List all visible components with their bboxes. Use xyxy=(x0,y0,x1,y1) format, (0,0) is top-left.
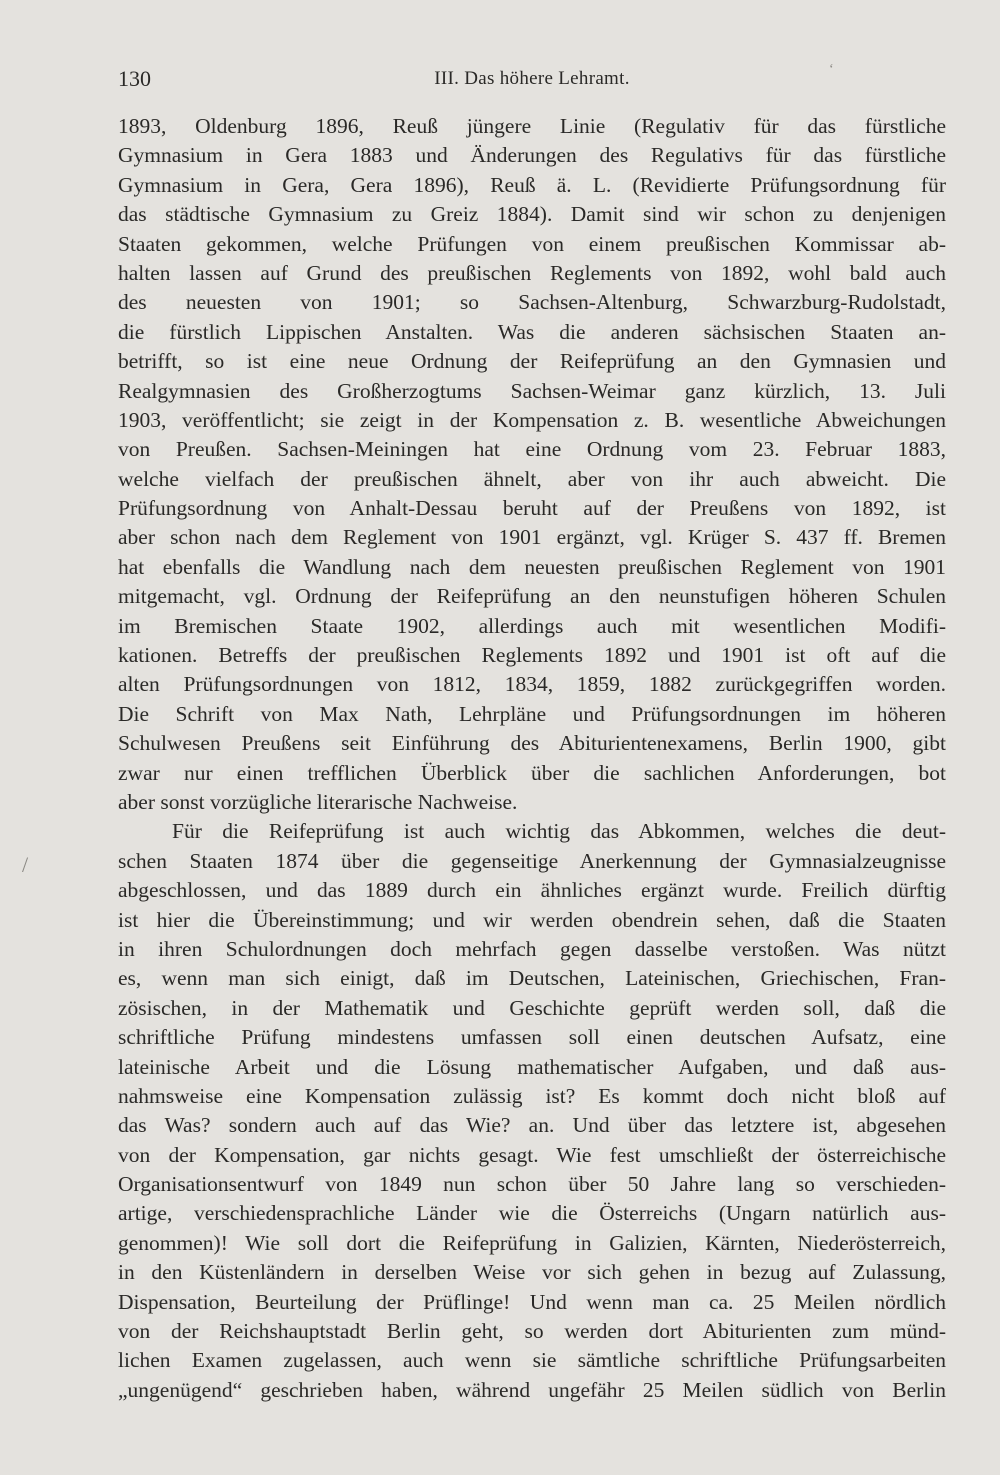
text-line-24: aber sonst vorzügliche literarische Nachweise. xyxy=(118,789,518,814)
text-line-11: 1903, veröffentlicht; sie zeigt in der Kompensation z. B. wesentliche Abweichungen xyxy=(118,407,946,432)
text-line-6: halten lassen auf Grund des preußischen Reglements von 1892, wohl bald auch xyxy=(118,260,946,285)
margin-stroke: / xyxy=(22,852,29,877)
text-line-34: nahmsweise eine Kompensation zulässig ist? Es kommt doch nicht bloß auf xyxy=(118,1083,946,1108)
text-line-25: Für die Reifeprüfung ist auch wichtig das Abkommen, welches die deut- xyxy=(172,819,946,844)
text-line-32: schriftliche Prüfung mindestens umfassen soll einen deutschen Aufsatz, eine xyxy=(118,1025,946,1050)
text-line-2: Gymnasium in Gera 1883 und Änderungen des Regulativs für das fürstliche xyxy=(118,143,946,168)
page-number: 130 xyxy=(118,66,151,91)
text-line-40: in den Küstenländern in derselben Weise vor sich gehen in bezug auf Zulassung, xyxy=(118,1260,946,1285)
margin-speck: ʻ xyxy=(829,62,834,77)
text-line-42: von der Reichshauptstadt Berlin geht, so werden dort Abiturienten zum münd- xyxy=(118,1319,946,1344)
text-line-14: Prüfungsordnung von Anhalt-Dessau beruht auf der Preußens von 1892, ist xyxy=(118,496,946,521)
text-line-37: Organisationsentwurf von 1849 nun schon über 50 Jahre lang so verschieden- xyxy=(118,1172,946,1197)
text-line-28: ist hier die Übereinstimmung; und wir werden obendrein sehen, daß die Staaten xyxy=(118,907,946,932)
text-line-35: das Was? sondern auch auf das Wie? an. Und über das letztere ist, abgesehen xyxy=(118,1113,946,1138)
text-line-30: es, wenn man sich einigt, daß im Deutschen, Lateinischen, Griechischen, Fran- xyxy=(118,966,946,991)
text-line-29: in ihren Schulordnungen doch mehrfach gegen dasselbe verstoßen. Was nützt xyxy=(118,936,946,961)
page-header xyxy=(118,62,946,96)
text-line-7: des neuesten von 1901; so Sachsen-Altenburg, Schwarzburg-Rudolstadt, xyxy=(118,290,946,315)
text-line-36: von der Kompensation, gar nichts gesagt. Wie fest umschließt der österreichische xyxy=(118,1142,946,1167)
text-line-3: Gymnasium in Gera, Gera 1896), Reuß ä. L. (Revidierte Prüfungsordnung für xyxy=(118,172,946,197)
text-line-5: Staaten gekommen, welche Prüfungen von einem preußischen Kommissar ab- xyxy=(118,231,946,256)
text-line-10: Realgymnasien des Großherzogtums Sachsen-Weimar ganz kürzlich, 13. Juli xyxy=(118,378,946,403)
text-line-13: welche vielfach der preußischen ähnelt, aber von ihr auch abweicht. Die xyxy=(118,466,946,491)
text-line-41: Dispensation, Beurteilung der Prüflinge! Und wenn man ca. 25 Meilen nördlich xyxy=(118,1289,946,1314)
text-line-39: genommen)! Wie soll dort die Reifeprüfung in Galizien, Kärnten, Niederösterreich, xyxy=(118,1230,946,1255)
text-line-21: Die Schrift von Max Nath, Lehrpläne und Prüfungsordnungen im höheren xyxy=(118,701,946,726)
text-line-38: artige, verschiedensprachliche Länder wie die Österreichs (Ungarn natürlich aus- xyxy=(118,1201,946,1226)
text-line-15: aber schon nach dem Reglement von 1901 ergänzt, vgl. Krüger S. 437 ff. Bremen xyxy=(118,525,946,550)
running-title: III. Das höhere Lehramt. xyxy=(434,68,630,89)
text-line-1: 1893, Oldenburg 1896, Reuß jüngere Linie (Regulativ für das fürstliche xyxy=(118,114,946,138)
text-line-26: schen Staaten 1874 über die gegenseitige Anerkennung der Gymnasialzeugnisse xyxy=(118,848,946,873)
text-line-44: „ungenügend“ geschrieben haben, während ungefähr 25 Meilen südlich von Berlin xyxy=(118,1377,946,1402)
text-line-20: alten Prüfungsordnungen von 1812, 1834, 1859, 1882 zurückgegriffen worden. xyxy=(118,672,946,697)
text-line-31: zösischen, in der Mathematik und Geschichte geprüft werden soll, daß die xyxy=(118,995,946,1020)
text-line-9: betrifft, so ist eine neue Ordnung der Reifeprüfung an den Gymnasien und xyxy=(118,349,946,374)
text-line-8: die fürstlich Lippischen Anstalten. Was die anderen sächsischen Staaten an- xyxy=(118,319,946,344)
text-line-12: von Preußen. Sachsen-Meiningen hat eine Ordnung vom 23. Februar 1883, xyxy=(118,437,946,462)
text-line-43: lichen Examen zugelassen, auch wenn sie sämtliche schriftliche Prüfungsarbeiten xyxy=(118,1348,946,1373)
text-line-4: das städtische Gymnasium zu Greiz 1884). Damit sind wir schon zu denjenigen xyxy=(118,202,946,227)
text-line-19: kationen. Betreffs der preußischen Reglements 1892 und 1901 ist oft auf die xyxy=(118,643,946,668)
text-line-27: abgeschlossen, und das 1889 durch ein ähnliches ergänzt wurde. Freilich dürftig xyxy=(118,878,946,903)
body-text xyxy=(118,112,946,1405)
text-line-16: hat ebenfalls die Wandlung nach dem neuesten preußischen Reglement von 1901 xyxy=(118,554,946,579)
text-line-17: mitgemacht, vgl. Ordnung der Reifeprüfung an den neunstufigen höheren Schulen xyxy=(118,584,946,609)
text-line-33: lateinische Arbeit und die Lösung mathematischer Aufgaben, und daß aus- xyxy=(118,1054,946,1079)
text-line-18: im Bremischen Staate 1902, allerdings auch mit wesentlichen Modifi- xyxy=(118,613,946,638)
text-line-22: Schulwesen Preußens seit Einführung des Abiturientenexamens, Berlin 1900, gibt xyxy=(118,731,946,756)
text-line-23: zwar nur einen trefflichen Überblick über die sachlichen Anforderungen, bot xyxy=(118,760,946,785)
